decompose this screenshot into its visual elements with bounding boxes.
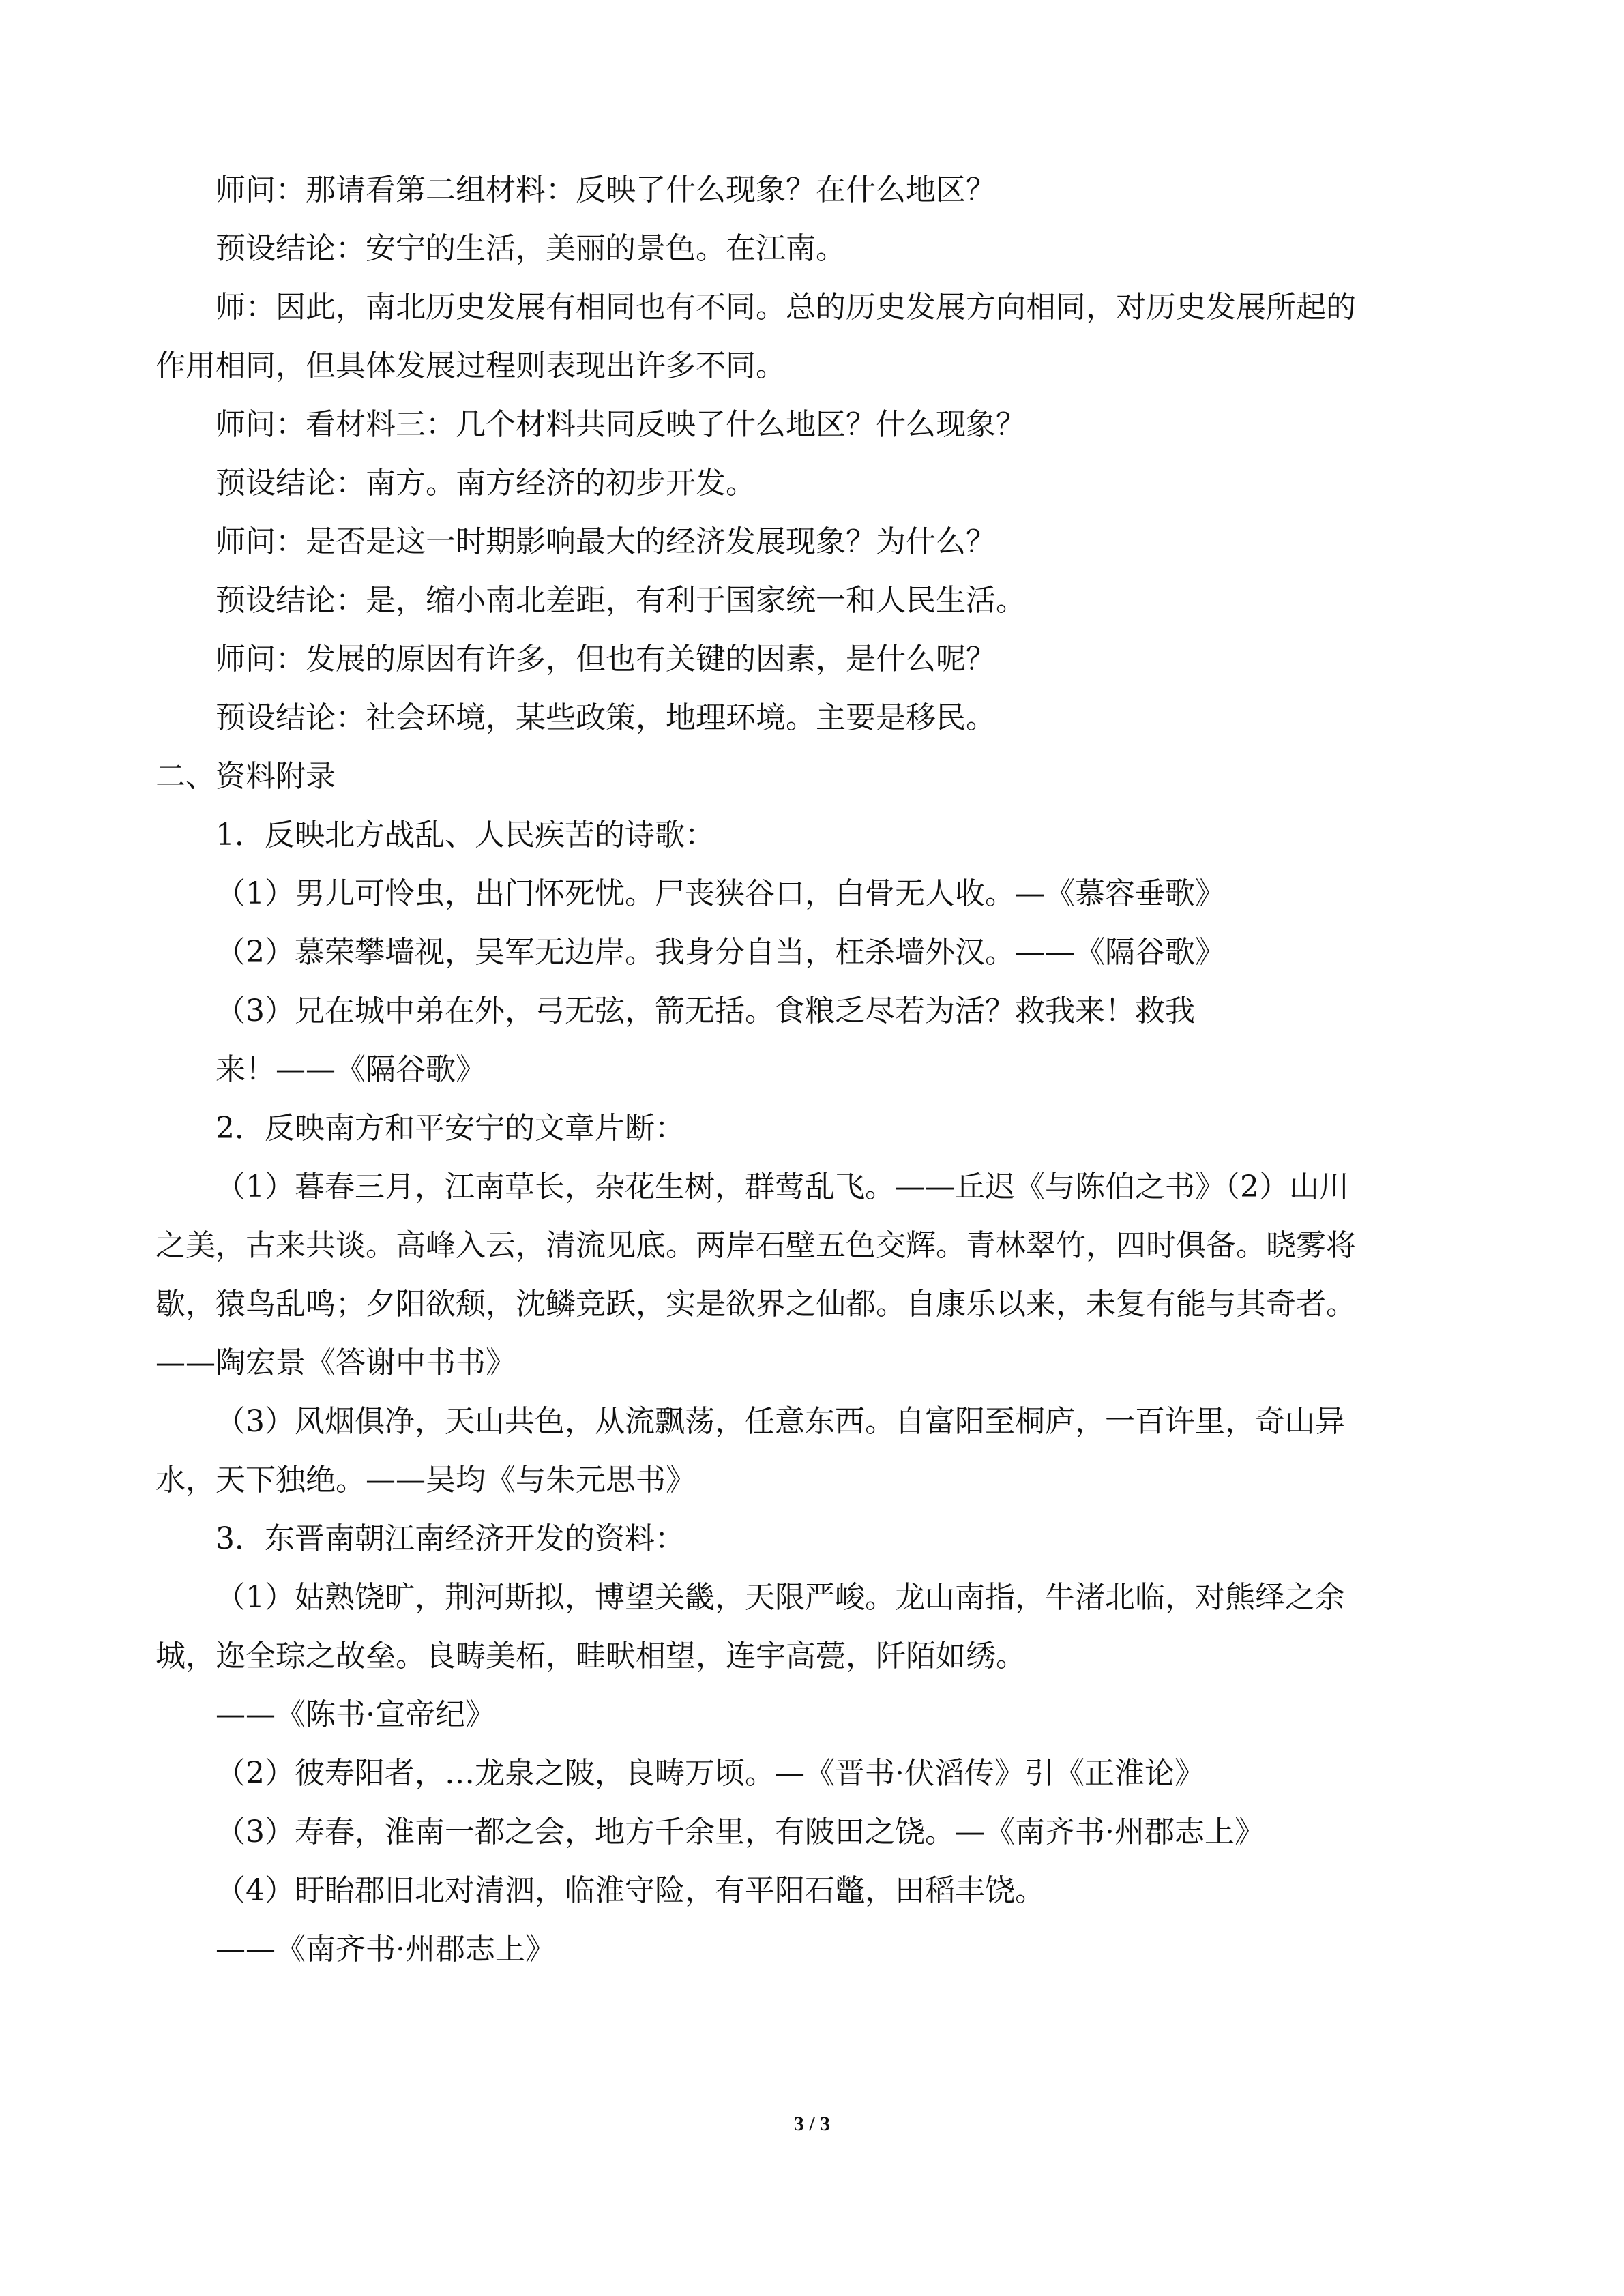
subsection-heading: 2．反映南方和平安宁的文章片断：	[216, 1111, 685, 1146]
text-line: 师问：那请看第二组材料：反映了什么现象？在什么地区？	[216, 173, 996, 207]
quote-line: （2）慕荣攀墙视，吴军无边岸。我身分自当，枉杀墙外汉。——《隔谷歌》	[216, 935, 1225, 970]
text-line: 预设结论：是，缩小南北差距，有利于国家统一和人民生活。	[216, 583, 1026, 618]
page-number: 3 / 3	[793, 2113, 831, 2135]
text-line: 师问：发展的原因有许多，但也有关键的因素，是什么呢？	[216, 642, 996, 676]
document-body	[156, 170, 1472, 1988]
quote-line: （4）盱眙郡旧北对清泗，临淮守险，有平阳石鼈，田稻丰饶。	[216, 1873, 1045, 1908]
subsection-heading: 3．东晋南朝江南经济开发的资料：	[216, 1521, 685, 1556]
text-line: 预设结论：安宁的生活，美丽的景色。在江南。	[216, 231, 846, 266]
quote-line: 水，天下独绝。——吴均《与朱元思书》	[156, 1463, 696, 1497]
text-line: 师：因此，南北历史发展有相同也有不同。总的历史发展方向相同，对历史发展所起的	[216, 290, 1356, 325]
quote-line: 之美，古来共谈。高峰入云，清流见底。两岸石壁五色交辉。青林翠竹，四时俱备。晓雾将	[156, 1228, 1356, 1263]
quote-line: 歇，猿鸟乱鸣；夕阳欲颓，沈鳞竞跃，实是欲界之仙都。自康乐以来，未复有能与其奇者。	[156, 1287, 1356, 1322]
quote-attribution: ——陶宏景《答谢中书书》	[156, 1345, 516, 1380]
quote-line: （3）兄在城中弟在外，弓无弦，箭无括。食粮乏尽若为活？救我来！救我	[216, 994, 1195, 1028]
quote-line: （1）男儿可怜虫，出门怀死忧。尸丧狭谷口，白骨无人收。—《慕容垂歌》	[216, 876, 1225, 911]
quote-line: （1）暮春三月，江南草长，杂花生树，群莺乱飞。——丘迟《与陈伯之书》（2）山川	[216, 1169, 1349, 1204]
text-line: 作用相同，但具体发展过程则表现出许多不同。	[156, 348, 786, 383]
text-line: 预设结论：社会环境，某些政策，地理环境。主要是移民。	[216, 700, 996, 735]
quote-attribution: ——《陈书·宣帝纪》	[216, 1697, 495, 1732]
quote-line: （2）彼寿阳者，…龙泉之陂，良畴万顷。—《晋书·伏滔传》引《正淮论》	[216, 1756, 1205, 1791]
quote-line: 来！——《隔谷歌》	[216, 1052, 486, 1087]
subsection-heading: 1．反映北方战乱、人民疾苦的诗歌：	[216, 818, 715, 852]
text-line: 师问：是否是这一时期影响最大的经济发展现象？为什么？	[216, 524, 996, 559]
text-line: 预设结论：南方。南方经济的初步开发。	[216, 466, 756, 501]
quote-line: 城，迩全琮之故垒。良畴美柘，畦畎相望，连宇高甍，阡陌如绣。	[156, 1639, 1026, 1673]
text-line: 师问：看材料三：几个材料共同反映了什么地区？什么现象？	[216, 407, 1026, 442]
quote-attribution: ——《南齐书·州郡志上》	[216, 1932, 555, 1967]
quote-line: （3）寿春，淮南一都之会，地方千余里，有陂田之饶。—《南齐书·州郡志上》	[216, 1815, 1265, 1849]
quote-line: （1）姑熟饶旷，荆河斯拟，博望关畿，天限严峻。龙山南指，牛渚北临，对熊绎之余	[216, 1580, 1345, 1615]
quote-line: （3）风烟俱净，天山共色，从流飘荡，任意东西。自富阳至桐庐，一百许里，奇山异	[216, 1404, 1345, 1439]
section-heading: 二、资料附录	[156, 759, 336, 794]
